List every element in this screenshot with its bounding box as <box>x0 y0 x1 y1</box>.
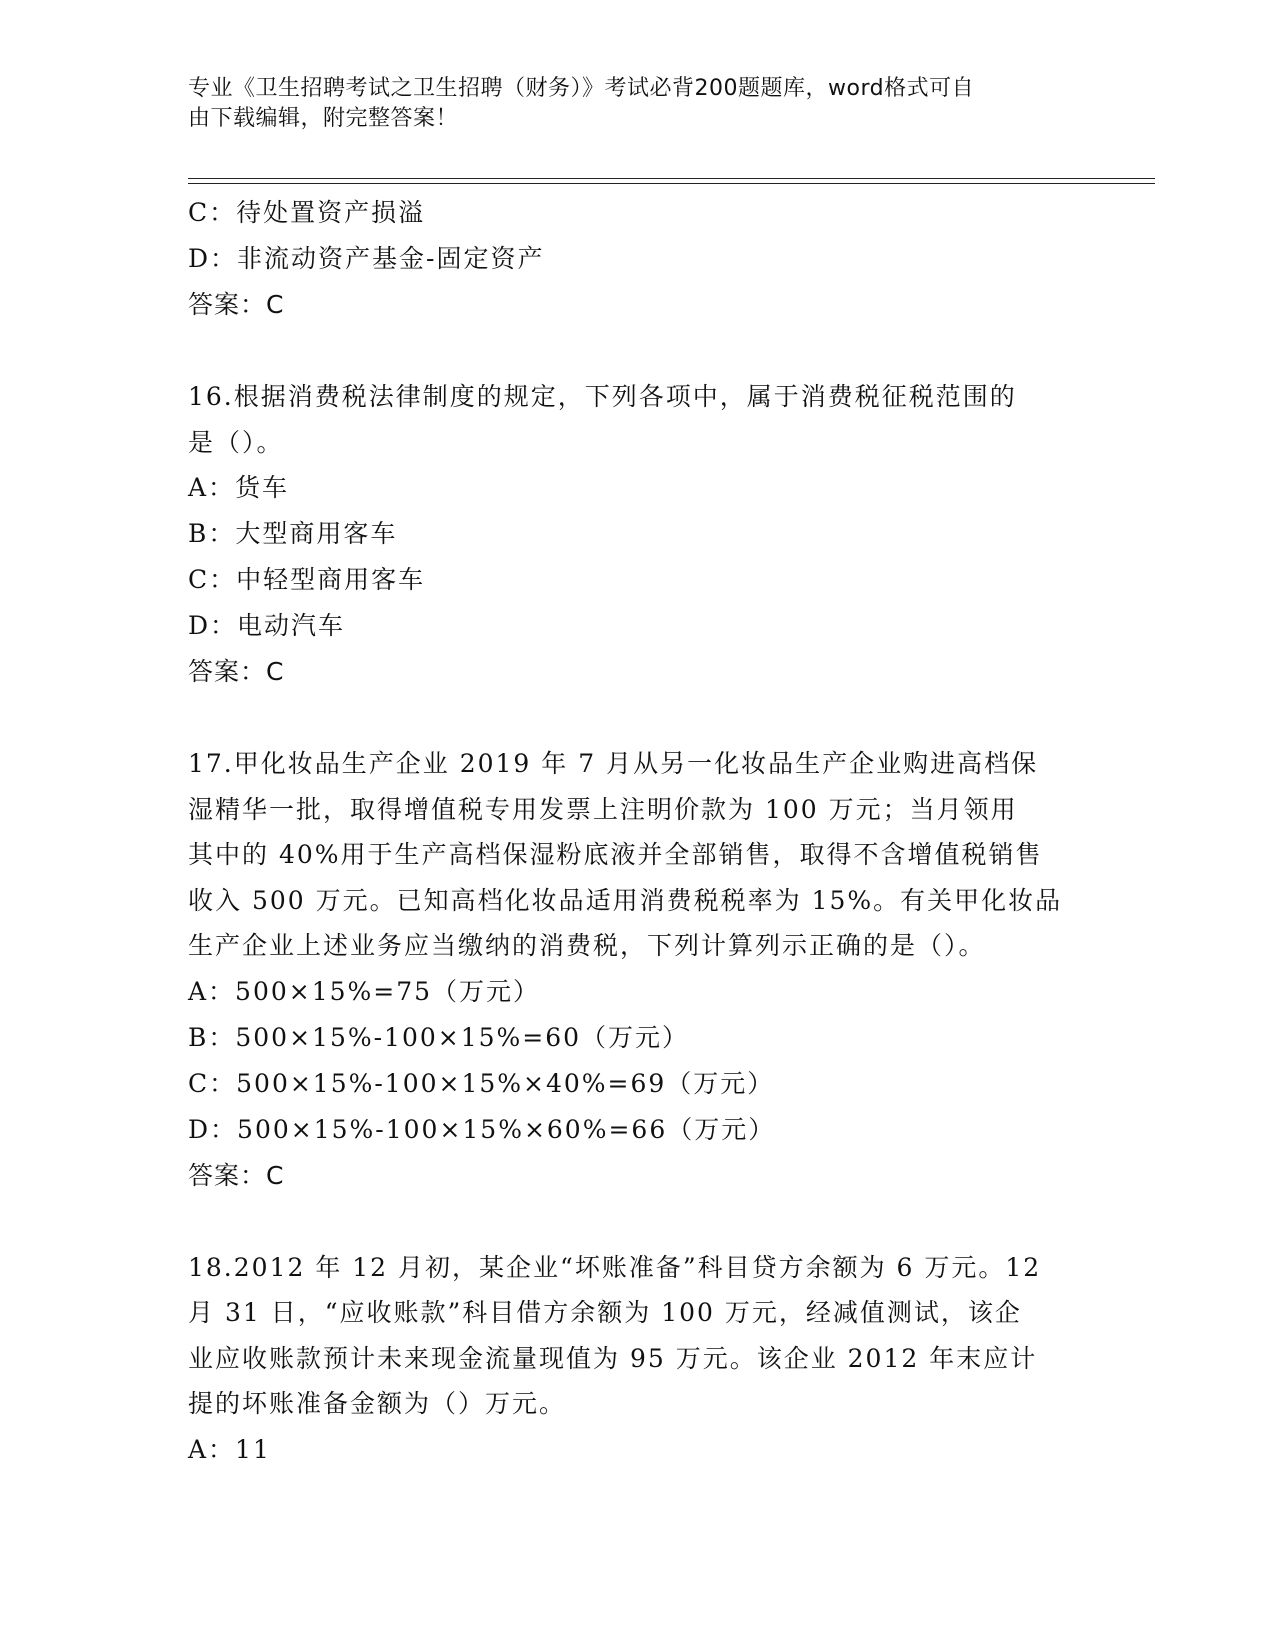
question-line: 其中的 40%用于生产高档保湿粉底液并全部销售，取得不含增值税销售 <box>188 840 1043 869</box>
question-stem <box>188 1245 1088 1427</box>
question-line: 17.甲化妆品生产企业 2019 年 7 月从另一化妆品生产企业购进高档保 <box>188 749 1039 778</box>
question-16 <box>188 374 1088 695</box>
header-line: 由下载编辑，附完整答案！ <box>188 106 459 131</box>
option-a: A：11 <box>188 1434 271 1464</box>
question-17 <box>188 741 1088 1199</box>
option-d: D：500×15%-100×15%×60%=66（万元） <box>188 1114 776 1144</box>
option-a: A：货车 <box>188 473 290 502</box>
question-18 <box>188 1245 1088 1473</box>
header-line: 专业《卫生招聘考试之卫生招聘（财务）》考试必背200题题库，word格式可自 <box>188 76 975 101</box>
question-line: 收入 500 万元。已知高档化妆品适用消费税税率为 15%。有关甲化妆品 <box>188 885 1063 915</box>
question-line: 湿精华一批，取得增值税专用发票上注明价款为 100 万元；当月领用 <box>188 794 1018 824</box>
document-header <box>188 74 1068 134</box>
header-divider <box>188 178 1155 179</box>
option-b: B：大型商用客车 <box>188 519 398 548</box>
question-line: 18.2012 年 12 月初，某企业“坏账准备”科目贷方余额为 6 万元。12 <box>188 1252 1042 1282</box>
question-stem <box>188 374 1088 465</box>
option-c: C：待处置资产损溢 <box>188 198 426 227</box>
question-15 <box>188 190 1088 328</box>
option-a: A：500×15%=75（万元） <box>188 976 541 1006</box>
question-line: 提的坏账准备金额为（）万元。 <box>188 1389 567 1418</box>
question-list <box>188 190 1088 1473</box>
question-line: 生产企业上述业务应当缴纳的消费税，下列计算列示正确的是（）。 <box>188 931 986 960</box>
option-c: C：500×15%-100×15%×40%=69（万元） <box>188 1068 775 1098</box>
header-divider <box>188 183 1155 184</box>
option-c: C：中轻型商用客车 <box>188 565 426 594</box>
answer: 答案：C <box>188 657 285 686</box>
answer: 答案：C <box>188 290 285 319</box>
spacer <box>188 695 1088 741</box>
question-line: 是（）。 <box>188 427 284 457</box>
option-d: D：非流动资产基金-固定资产 <box>188 244 545 273</box>
spacer <box>188 1199 1088 1245</box>
option-b: B：500×15%-100×15%=60（万元） <box>188 1022 690 1052</box>
question-line: 业应收账款预计未来现金流量现值为 95 万元。该企业 2012 年末应计 <box>188 1343 1038 1373</box>
question-stem <box>188 741 1088 969</box>
question-line: 月 31 日，“应收账款”科目借方余额为 100 万元，经减值测试，该企 <box>188 1298 1022 1327</box>
question-line: 16.根据消费税法律制度的规定，下列各项中，属于消费税征税范围的 <box>188 382 1017 411</box>
option-d: D：电动汽车 <box>188 611 346 640</box>
answer: 答案：C <box>188 1160 285 1190</box>
spacer <box>188 328 1088 374</box>
